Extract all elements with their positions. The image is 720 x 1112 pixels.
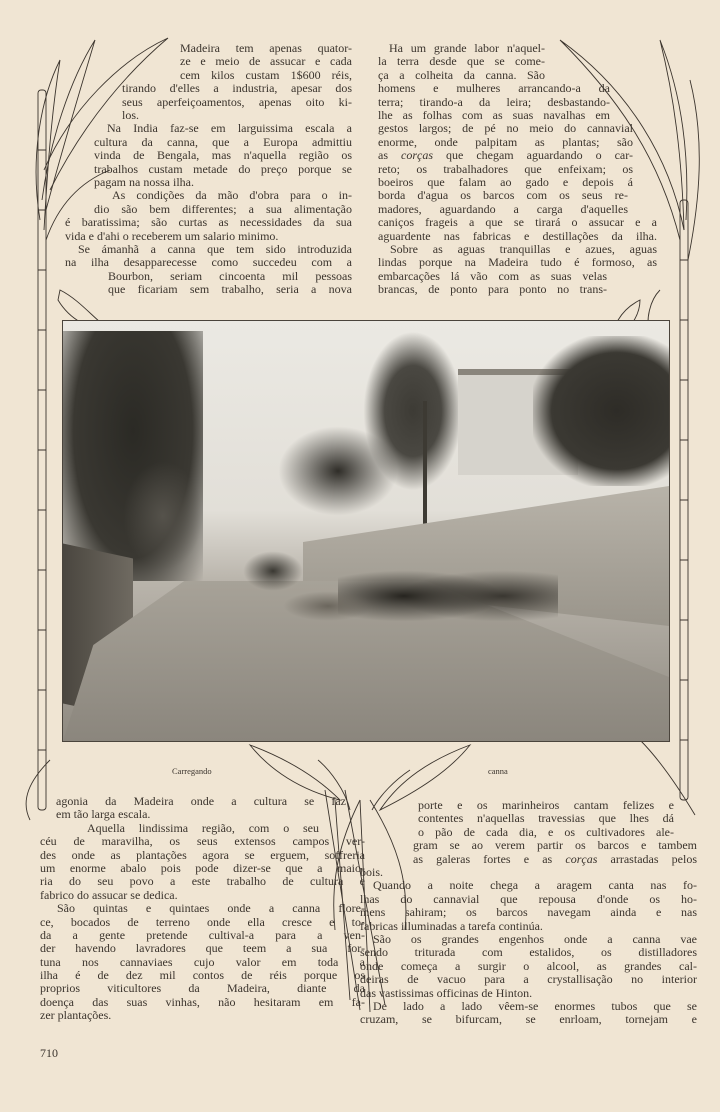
text-line: pagam na nossa ilha. xyxy=(94,174,194,189)
bottom-left-column-part-3 xyxy=(40,835,365,1022)
text-line: Sobre as aguas tranquillas e azues, aguas xyxy=(390,241,657,256)
text: arrastadas pelos xyxy=(597,851,697,866)
text-line: vida e d'ahi o receberem um salario minimo. xyxy=(65,228,279,243)
text-line: que ficariam sem trabalho, seria a nova xyxy=(108,282,352,297)
top-left-column-part-3 xyxy=(94,122,352,216)
top-left-column-part-1 xyxy=(180,42,352,82)
text-line: porte e os marinheiros cantam felizes e xyxy=(418,798,674,812)
top-left-column-part-2 xyxy=(122,82,352,122)
text-line: ria do seu povo a este trabalho de cultura e xyxy=(40,874,365,889)
bottom-right-column-part-1 xyxy=(418,799,674,839)
text-line: terra; tirando-a da leira; desbastando- xyxy=(378,94,610,109)
text-line: embarcações lá vão com as suas velas xyxy=(378,268,607,283)
text-line: aguardente nas fabricas e destillações da ilha. xyxy=(378,228,657,243)
text-line: lindas porque na Madeira tudo é formoso, as xyxy=(378,255,657,270)
text-line: reto; os trabalhadores que enfeixam; os xyxy=(378,161,633,176)
text-line: vinda de Bengala, mas n'aquella região os xyxy=(94,148,352,163)
italic-term: corças xyxy=(565,851,598,866)
right-trees xyxy=(533,336,670,486)
text-line: Madeira tem apenas quator- xyxy=(180,41,352,55)
text-line: cultura da canna, que a Europa admittiu xyxy=(94,134,352,149)
text-line: Se ámanhã a canna que tem sido introduzida xyxy=(78,241,352,256)
text-line: o pão de cada dia, e os cultivadores ale- xyxy=(418,824,674,839)
text-line: Aquella lindissima região, com o seu xyxy=(87,820,319,835)
text-line: sendo triturada com estalidos, os distilladores xyxy=(360,945,697,960)
text: as galeras fortes e as xyxy=(413,851,566,866)
top-right-column-part-5 xyxy=(378,216,657,270)
text-line: lhe as folhas com as suas navalhas em xyxy=(378,107,610,122)
top-right-column-part-4 xyxy=(378,189,628,216)
italic-term: corças xyxy=(401,148,433,163)
top-right-column-part-1 xyxy=(378,42,545,82)
text-line: um enorme abalo pois pode dizer-se que a maio- xyxy=(40,860,365,875)
bottom-right-column-part-2 xyxy=(413,839,697,866)
palm-tree xyxy=(278,426,398,516)
text-line: Quando a noite chega a aragem canta nas fo- xyxy=(373,878,697,893)
text-line: ce, bocados de terreno onde ella cresce e to- xyxy=(40,914,365,929)
text-line: proprios viticultores da Madeira, diante da xyxy=(40,981,365,996)
text-line: borda d'agua os barcos com os seus re- xyxy=(378,188,628,203)
text-line: cem kilos custam 1$600 réis, xyxy=(180,67,352,82)
top-right-column-part-6 xyxy=(378,270,607,297)
text-line: doença das suas vinhas, não hesitaram em fa- xyxy=(40,994,365,1009)
text-line: boeiros que falam ao gado e depois á xyxy=(378,174,633,189)
text-line: der havendo lavradores que teem a sua for- xyxy=(40,941,365,956)
text-line: caniços frageis a que se tirará o assucar e a xyxy=(378,215,657,230)
text-line: De lado a lado vêem-se enormes tubos que se xyxy=(373,998,697,1013)
text-line: As condições da mão d'obra para o in- xyxy=(112,188,352,203)
text-line: na ilha desapparecesse como succedeu com a xyxy=(65,255,352,270)
text-line: homens e mulheres arrancando-a da xyxy=(378,81,610,96)
text-line: madores, aguardando a carga d'aquelles xyxy=(378,201,628,216)
text-line xyxy=(413,853,697,866)
text-line: fabrico do assucar se dedica. xyxy=(40,887,178,902)
text-line: cruzam, se bifurcam, se enrloam, tornejam e xyxy=(360,1012,697,1027)
top-left-column-part-5 xyxy=(108,270,352,297)
text-line: São quintas e quintaes onde a canna flore- xyxy=(57,901,365,916)
top-right-column-part-3 xyxy=(378,122,633,189)
background-trees xyxy=(123,461,203,571)
bottom-right-column-part-3 xyxy=(360,866,697,1027)
text-line: zer plantações. xyxy=(40,1008,112,1023)
text-line: ça a colheita da canna. São xyxy=(378,67,545,82)
text-line: onde começa a surgir o alcool, as grandes cal- xyxy=(360,958,697,973)
text-line: contentes n'aquellas travessias que lhes dá xyxy=(418,811,674,826)
text-line: mens sahiram; os barcos navegam ainda e nas xyxy=(360,905,697,920)
text-line: gestos largos; de pé no meio do cannavial xyxy=(378,121,633,136)
text-line: São os grandes engenhos onde a canna vae xyxy=(373,931,697,946)
text-line: da a gente pretende cultival-a para a ven- xyxy=(40,927,365,942)
text: que chegam aguardando o car- xyxy=(433,148,633,163)
text-line: em tão larga escala. xyxy=(56,807,151,822)
text-line: céu de maravilha, os seus extensos campos ver- xyxy=(40,834,365,849)
photo-caption-right: canna xyxy=(488,766,508,776)
text-line: é baratissima; são curtas as necessidades da sua xyxy=(65,215,352,230)
bottom-left-column-part-2 xyxy=(87,822,319,835)
text-line: fabricas illuminadas a tarefa continúa. xyxy=(360,918,543,933)
text-line: seus aperfeiçoamentos, apenas oito ki- xyxy=(122,94,352,109)
text-line: brancas, de ponto para ponto no trans- xyxy=(378,282,607,297)
distant-cart xyxy=(243,551,303,591)
bottom-left-column-part-1 xyxy=(56,795,346,822)
text-line: los. xyxy=(122,107,140,122)
text-line: Na India faz-se em larguissima escala a xyxy=(107,121,352,136)
text-line: la terra desde que se come- xyxy=(378,54,545,69)
photo-caption-left: Carregando xyxy=(172,766,212,776)
text-line: bois. xyxy=(360,865,384,879)
text-line: Ha um grande labor n'aquel- xyxy=(389,41,545,55)
text-line: das vastissimas officinas de Hinton. xyxy=(360,985,533,1000)
text-line: agonia da Madeira onde a cultura se faz xyxy=(56,794,346,808)
top-right-column-part-2 xyxy=(378,82,610,122)
text-line: ilha é de dez mil contos de réis porque os xyxy=(40,968,365,983)
text-line xyxy=(378,149,633,162)
text: as xyxy=(378,148,401,163)
text-line: ze e meio de assucar e cada xyxy=(180,54,352,69)
text-line: gram se ao verem partir os barcos e tambem xyxy=(413,838,697,853)
text-line: tirando d'elles a industria, apesar dos xyxy=(122,81,352,96)
text-line: deiras de vacuo para a crystallisação no interior xyxy=(360,972,697,987)
text-line: Bourbon, seriam cincoenta mil pessoas xyxy=(108,268,352,283)
page-number: 710 xyxy=(40,1046,58,1060)
photo-oxen-carrying-sugar-cane xyxy=(62,320,670,742)
top-left-column-part-4 xyxy=(65,216,352,270)
text-line: tuna nos cannaviaes cujo valor em toda a xyxy=(40,954,365,969)
text-line: lhas do cannavial que repousa d'onde os ho- xyxy=(360,891,697,906)
text-line: des onde as plantações agora se erguem, soffreria xyxy=(40,847,365,862)
text-line: trabalhos custam metade do preço porque se xyxy=(94,161,352,176)
cane-load xyxy=(283,591,373,621)
text-line: enorme, onde palpitam as plantas; são xyxy=(378,134,633,149)
text-line: dio são bem differentes; a sua alimentação xyxy=(94,201,352,216)
